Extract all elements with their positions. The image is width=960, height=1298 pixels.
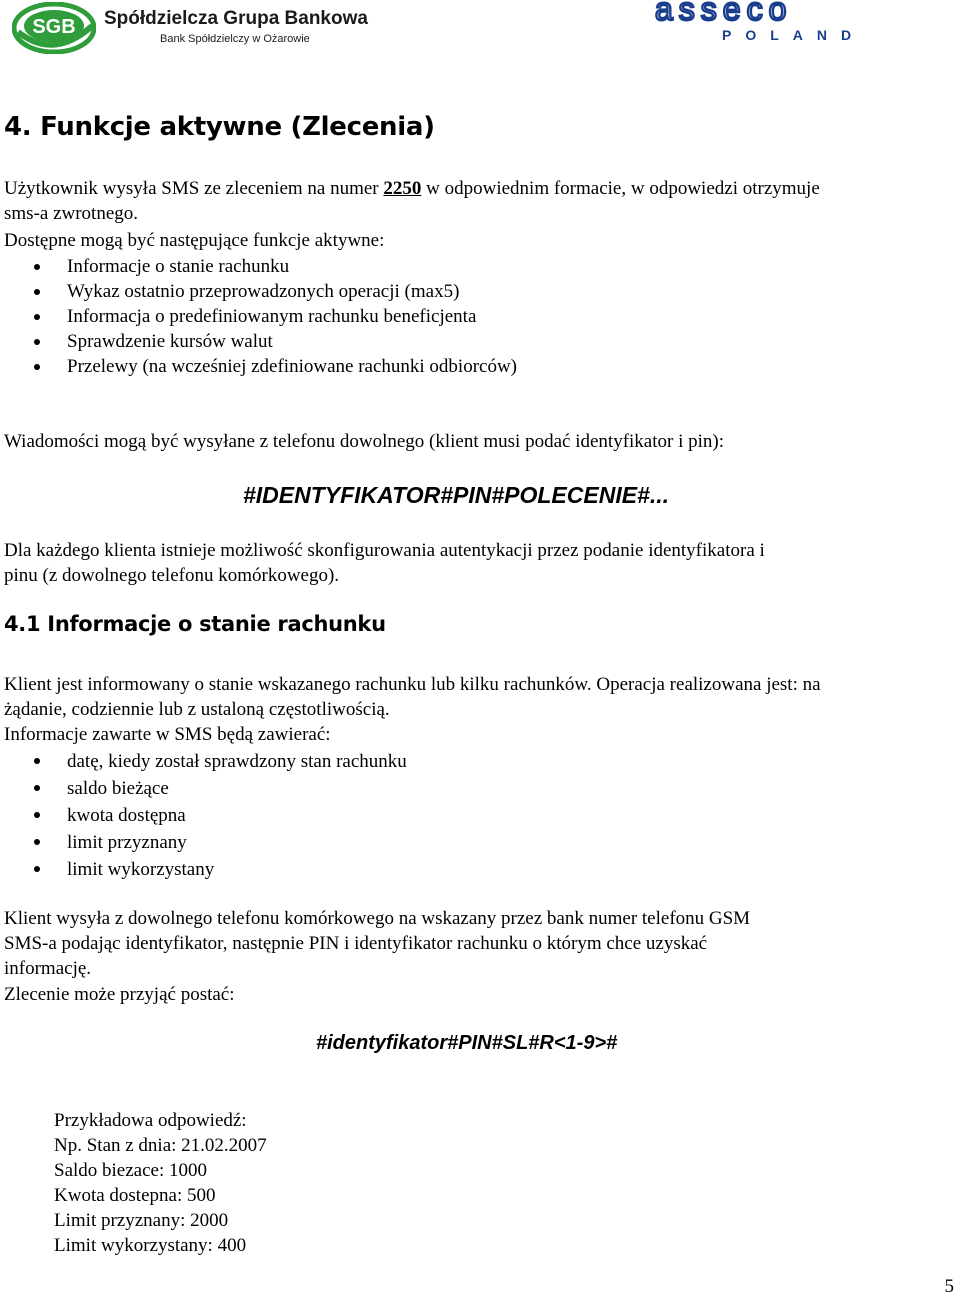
list-item-text: Informacje o stanie rachunku xyxy=(67,256,290,277)
sms-command: #identyfikator#PIN#SL#R<1-9># xyxy=(316,1032,618,1054)
bullet-icon xyxy=(34,758,40,764)
functions-list xyxy=(0,254,517,379)
sms-contains: Informacje zawarte w SMS będą zawierać: xyxy=(4,724,331,745)
example-line: Limit przyznany: 2000 xyxy=(54,1210,229,1231)
desc-line-1: Klient jest informowany o stanie wskazanego rachunku lub kilku rachunków. Operacja realizowana jest: na xyxy=(4,674,821,695)
list-item-text: datę, kiedy został sprawdzony stan rachunku xyxy=(67,751,407,772)
list-item-text: Informacja o predefiniowanym rachunku beneficjenta xyxy=(67,306,477,327)
example-line: Saldo biezace: 1000 xyxy=(54,1160,208,1181)
page-number: 5 xyxy=(944,1276,954,1297)
section-4-1-title: 4.1 Informacje o stanie rachunku xyxy=(4,612,386,636)
desc-line-2: żądanie, codziennie lub z ustaloną częstotliwością. xyxy=(4,699,390,720)
config-line-1: Dla każdego klienta istnieje możliwość skonfigurowania autentykacji przez podanie identyfikatora i xyxy=(4,540,765,561)
list-item xyxy=(0,254,517,279)
asseco-logo xyxy=(655,0,890,26)
bullet-icon xyxy=(34,839,40,845)
bullet-icon xyxy=(34,289,40,295)
bullet-icon xyxy=(34,364,40,370)
list-item xyxy=(0,279,517,304)
list-item-text: saldo bieżące xyxy=(67,778,169,799)
example-line: Np. Stan z dnia: 21.02.2007 xyxy=(54,1135,267,1156)
list-item xyxy=(0,829,407,856)
list-item-text: Wykaz ostatnio przeprowadzonych operacji (max5) xyxy=(67,281,460,302)
list-item-text: limit przyznany xyxy=(67,832,187,853)
list-item xyxy=(0,354,517,379)
client-line-3: informację. xyxy=(4,958,92,979)
asseco-poland: POLAND xyxy=(722,27,866,43)
list-item xyxy=(0,304,517,329)
example-line: Kwota dostepna: 500 xyxy=(54,1185,216,1206)
list-item xyxy=(0,748,407,775)
intro-text-cont: w odpowiednim formacie, w odpowiedzi otrzymuje xyxy=(421,178,820,199)
list-item-text: limit wykorzystany xyxy=(67,859,215,880)
bank-subtitle: Bank Spółdzielczy w Ożarowie xyxy=(160,33,310,45)
client-line-1: Klient wysyła z dowolnego telefonu komórkowego na wskazany przez bank numer telefonu GSM xyxy=(4,908,751,929)
list-item-text: Sprawdzenie kursów walut xyxy=(67,331,273,352)
functions-intro: Dostępne mogą być następujące funkcje aktywne: xyxy=(4,230,385,251)
asseco-logo-text: asseco xyxy=(655,0,793,26)
list-item xyxy=(0,802,407,829)
sgb-logo xyxy=(12,2,96,54)
bank-group-name: Spółdzielcza Grupa Bankowa xyxy=(104,8,368,29)
example-line: Przykładowa odpowiedź: xyxy=(54,1110,247,1131)
section-4-title: 4. Funkcje aktywne (Zlecenia) xyxy=(4,112,435,142)
messages-paragraph: Wiadomości mogą być wysyłane z telefonu dowolnego (klient musi podać identyfikator i pin): xyxy=(4,431,725,452)
page-header xyxy=(0,0,960,60)
bullet-icon xyxy=(34,866,40,872)
client-line-2: SMS-a podając identyfikator, następnie PIN i identyfikator rachunku o którym chce uzyskać xyxy=(4,933,708,954)
example-line: Limit wykorzystany: 400 xyxy=(54,1235,247,1256)
order-form-label: Zlecenie może przyjąć postać: xyxy=(4,984,235,1005)
list-item xyxy=(0,856,407,883)
sgb-logo-text: SGB xyxy=(32,16,76,38)
sms-number: 2250 xyxy=(383,178,422,199)
command-format: #IDENTYFIKATOR#PIN#POLECENIE#... xyxy=(243,482,670,508)
bullet-icon xyxy=(34,264,40,270)
list-item xyxy=(0,329,517,354)
bullet-icon xyxy=(34,314,40,320)
example-response xyxy=(54,1108,267,1258)
sms-items-list xyxy=(0,748,407,883)
config-line-2: pinu (z dowolnego telefonu komórkowego). xyxy=(4,565,340,586)
list-item xyxy=(0,775,407,802)
intro-line-2: sms-a zwrotnego. xyxy=(4,203,139,224)
bullet-icon xyxy=(34,812,40,818)
intro-text: Użytkownik wysyła SMS ze zleceniem na numer xyxy=(4,178,384,199)
list-item-text: Przelewy (na wcześniej zdefiniowane rachunki odbiorców) xyxy=(67,356,518,377)
list-item-text: kwota dostępna xyxy=(67,805,186,826)
intro-paragraph xyxy=(4,176,820,201)
bullet-icon xyxy=(34,785,40,791)
bullet-icon xyxy=(34,339,40,345)
